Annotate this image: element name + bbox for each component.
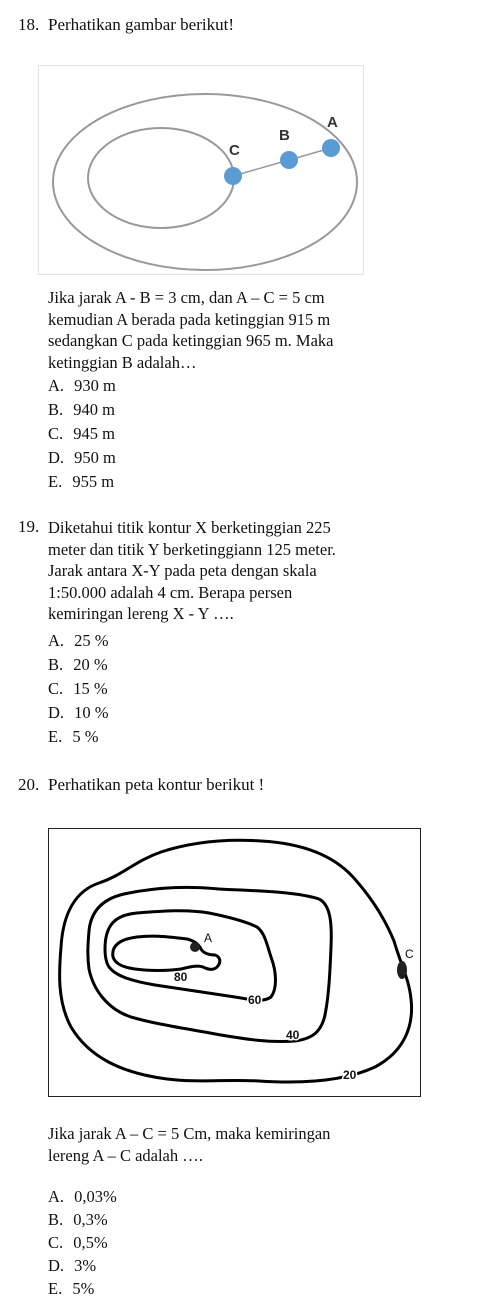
- label-40: 40: [286, 1028, 300, 1042]
- option-text: 955 m: [72, 472, 115, 491]
- label-a: A: [327, 114, 338, 131]
- option-text: 15 %: [73, 679, 108, 698]
- option-text: 0,5%: [73, 1233, 108, 1252]
- body-line: meter dan titik Y berketinggiann 125 meter.: [48, 539, 336, 559]
- option-text: 20 %: [73, 655, 108, 674]
- option-letter: A.: [48, 1187, 65, 1206]
- option-letter: B.: [48, 1210, 64, 1229]
- option-text: 5 %: [72, 727, 99, 746]
- body-line: 1:50.000 adalah 4 cm. Berapa persen: [48, 582, 293, 602]
- question-intro: Perhatikan gambar berikut!: [48, 15, 234, 34]
- contour-60: [105, 911, 276, 1000]
- question-body: [48, 517, 336, 625]
- option-letter: B.: [48, 400, 64, 419]
- option-letter: A.: [48, 376, 65, 395]
- body-line: kemiringan lereng X - Y ….: [48, 604, 234, 623]
- orbit-figure: [38, 65, 364, 275]
- option-text: 930 m: [74, 376, 116, 395]
- option-text: 3%: [74, 1256, 97, 1275]
- option-a[interactable]: [48, 376, 116, 396]
- body-line: kemudian A berada pada ketinggian 915 m: [48, 309, 331, 329]
- question-body: [48, 1123, 330, 1166]
- option-c[interactable]: [48, 424, 115, 444]
- point-a: [322, 139, 340, 157]
- label-60: 60: [248, 993, 262, 1007]
- option-letter: C.: [48, 1233, 64, 1252]
- question-number: 18.: [18, 15, 40, 34]
- option-letter: E.: [48, 727, 63, 746]
- label-c: C: [405, 947, 414, 961]
- question-body: [48, 287, 333, 373]
- inner-ring: [88, 128, 234, 228]
- point-c: [397, 961, 407, 979]
- outer-ring: [53, 94, 357, 270]
- question-intro: Diketahui titik kontur X berketinggian 225: [48, 518, 331, 537]
- option-letter: C.: [48, 424, 64, 443]
- body-line: Jika jarak A – C = 5 Cm, maka kemiringan: [48, 1124, 331, 1143]
- option-a[interactable]: [48, 1187, 117, 1207]
- question-number: 20.: [18, 775, 40, 794]
- option-letter: E.: [48, 472, 63, 491]
- label-a: A: [204, 931, 213, 945]
- option-letter: D.: [48, 448, 65, 467]
- option-e[interactable]: [48, 727, 98, 747]
- option-letter: A.: [48, 631, 65, 650]
- contour-map-figure: [48, 828, 421, 1097]
- contour-map: [49, 829, 420, 1096]
- option-text: 940 m: [73, 400, 115, 419]
- point-a: [190, 942, 200, 952]
- option-d[interactable]: [48, 1256, 96, 1276]
- option-a[interactable]: [48, 631, 109, 651]
- option-b[interactable]: [48, 1210, 108, 1230]
- body-line: lereng A – C adalah ….: [48, 1145, 203, 1165]
- question-intro: Perhatikan peta kontur berikut !: [48, 775, 265, 794]
- option-text: 5%: [72, 1279, 95, 1298]
- option-d[interactable]: [48, 703, 109, 723]
- label-c: C: [229, 142, 240, 159]
- body-line: Jarak antara X-Y pada peta dengan skala: [48, 561, 317, 580]
- option-e[interactable]: [48, 1279, 94, 1299]
- option-b[interactable]: [48, 400, 115, 420]
- option-d[interactable]: [48, 448, 116, 468]
- option-e[interactable]: [48, 472, 114, 492]
- label-20: 20: [343, 1068, 357, 1082]
- option-text: 950 m: [74, 448, 116, 467]
- option-c[interactable]: [48, 1233, 108, 1253]
- option-letter: B.: [48, 655, 64, 674]
- option-text: 10 %: [74, 703, 109, 722]
- option-letter: C.: [48, 679, 64, 698]
- option-text: 25 %: [74, 631, 109, 650]
- question-number: 19.: [18, 517, 40, 536]
- option-text: 0,03%: [74, 1187, 117, 1206]
- option-letter: D.: [48, 1256, 65, 1275]
- contour-40: [88, 887, 331, 1041]
- point-c: [224, 167, 242, 185]
- label-80: 80: [174, 970, 188, 984]
- contour-20: [60, 840, 412, 1082]
- body-line: sedangkan C pada ketinggian 965 m. Maka: [48, 331, 334, 350]
- option-text: 0,3%: [73, 1210, 108, 1229]
- orbit-diagram: [39, 66, 363, 274]
- option-text: 945 m: [73, 424, 115, 443]
- option-c[interactable]: [48, 679, 108, 699]
- label-b: B: [279, 127, 290, 144]
- option-letter: E.: [48, 1279, 63, 1298]
- point-b: [280, 151, 298, 169]
- body-line: ketinggian B adalah…: [48, 352, 197, 372]
- option-letter: D.: [48, 703, 65, 722]
- option-b[interactable]: [48, 655, 108, 675]
- body-line: Jika jarak A - B = 3 cm, dan A – C = 5 cm: [48, 288, 325, 307]
